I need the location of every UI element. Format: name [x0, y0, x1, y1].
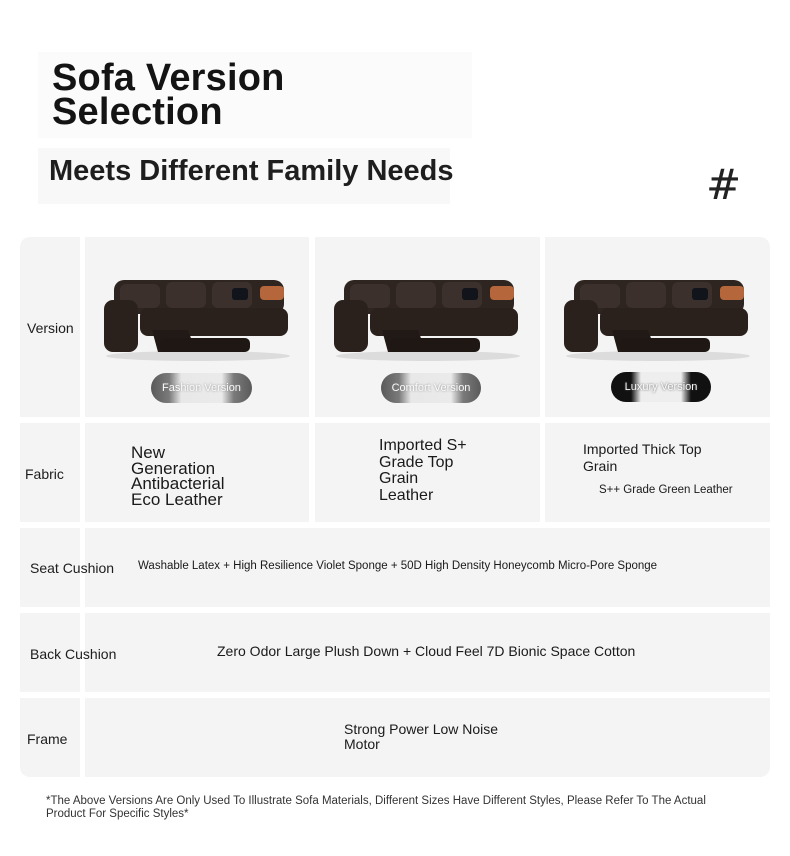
footnote: *The Above Versions Are Only Used To Illustrate Sofa Materials, Different Sizes Have Different Styles, Please Refer To The Actual Product For Specific Styles* — [46, 795, 706, 820]
version-pill-luxury[interactable]: Luxury Version — [611, 372, 711, 402]
fabric-col2: Imported S+ Grade Top Grain Leather — [379, 437, 467, 504]
back-cushion-value: Zero Odor Large Plush Down + Cloud Feel 7D Bionic Space Cotton — [217, 643, 636, 659]
page-title — [52, 57, 352, 133]
sofa-image — [560, 268, 755, 363]
table-divider — [20, 692, 770, 698]
table-divider — [540, 237, 545, 522]
sofa-image — [330, 268, 525, 363]
title-line-2: Selection — [52, 91, 223, 133]
fabric-col3-sub: S++ Grade Green Leather — [599, 484, 733, 496]
hash-symbol: # — [706, 160, 742, 209]
table-divider — [309, 237, 315, 522]
page-subtitle: Meets Different Family Needs — [49, 155, 454, 187]
seat-cushion-value: Washable Latex + High Resilience Violet Sponge + 50D High Density Honeycomb Micro-Pore Sponge — [138, 560, 658, 572]
row-label-back-cushion: Back Cushion — [30, 646, 117, 662]
table-divider — [20, 417, 770, 423]
row-label-version: Version — [27, 320, 74, 336]
row-label-frame: Frame — [27, 731, 68, 747]
fabric-col1: New Generation Antibacterial Eco Leather — [131, 443, 225, 509]
sofa-image — [100, 268, 295, 363]
table-divider — [20, 522, 770, 528]
table-divider — [20, 607, 770, 613]
version-pill-comfort[interactable]: Comfort Version — [381, 373, 481, 403]
version-pill-fashion[interactable]: Fashion Version — [151, 373, 252, 403]
row-label-seat-cushion: Seat Cushion — [30, 560, 115, 576]
frame-value: Strong Power Low Noise Motor — [344, 721, 499, 752]
fabric-col3: Imported Thick Top Grain — [583, 441, 702, 474]
row-label-fabric: Fabric — [25, 466, 64, 482]
title-line-1: Sofa Version — [52, 57, 285, 99]
